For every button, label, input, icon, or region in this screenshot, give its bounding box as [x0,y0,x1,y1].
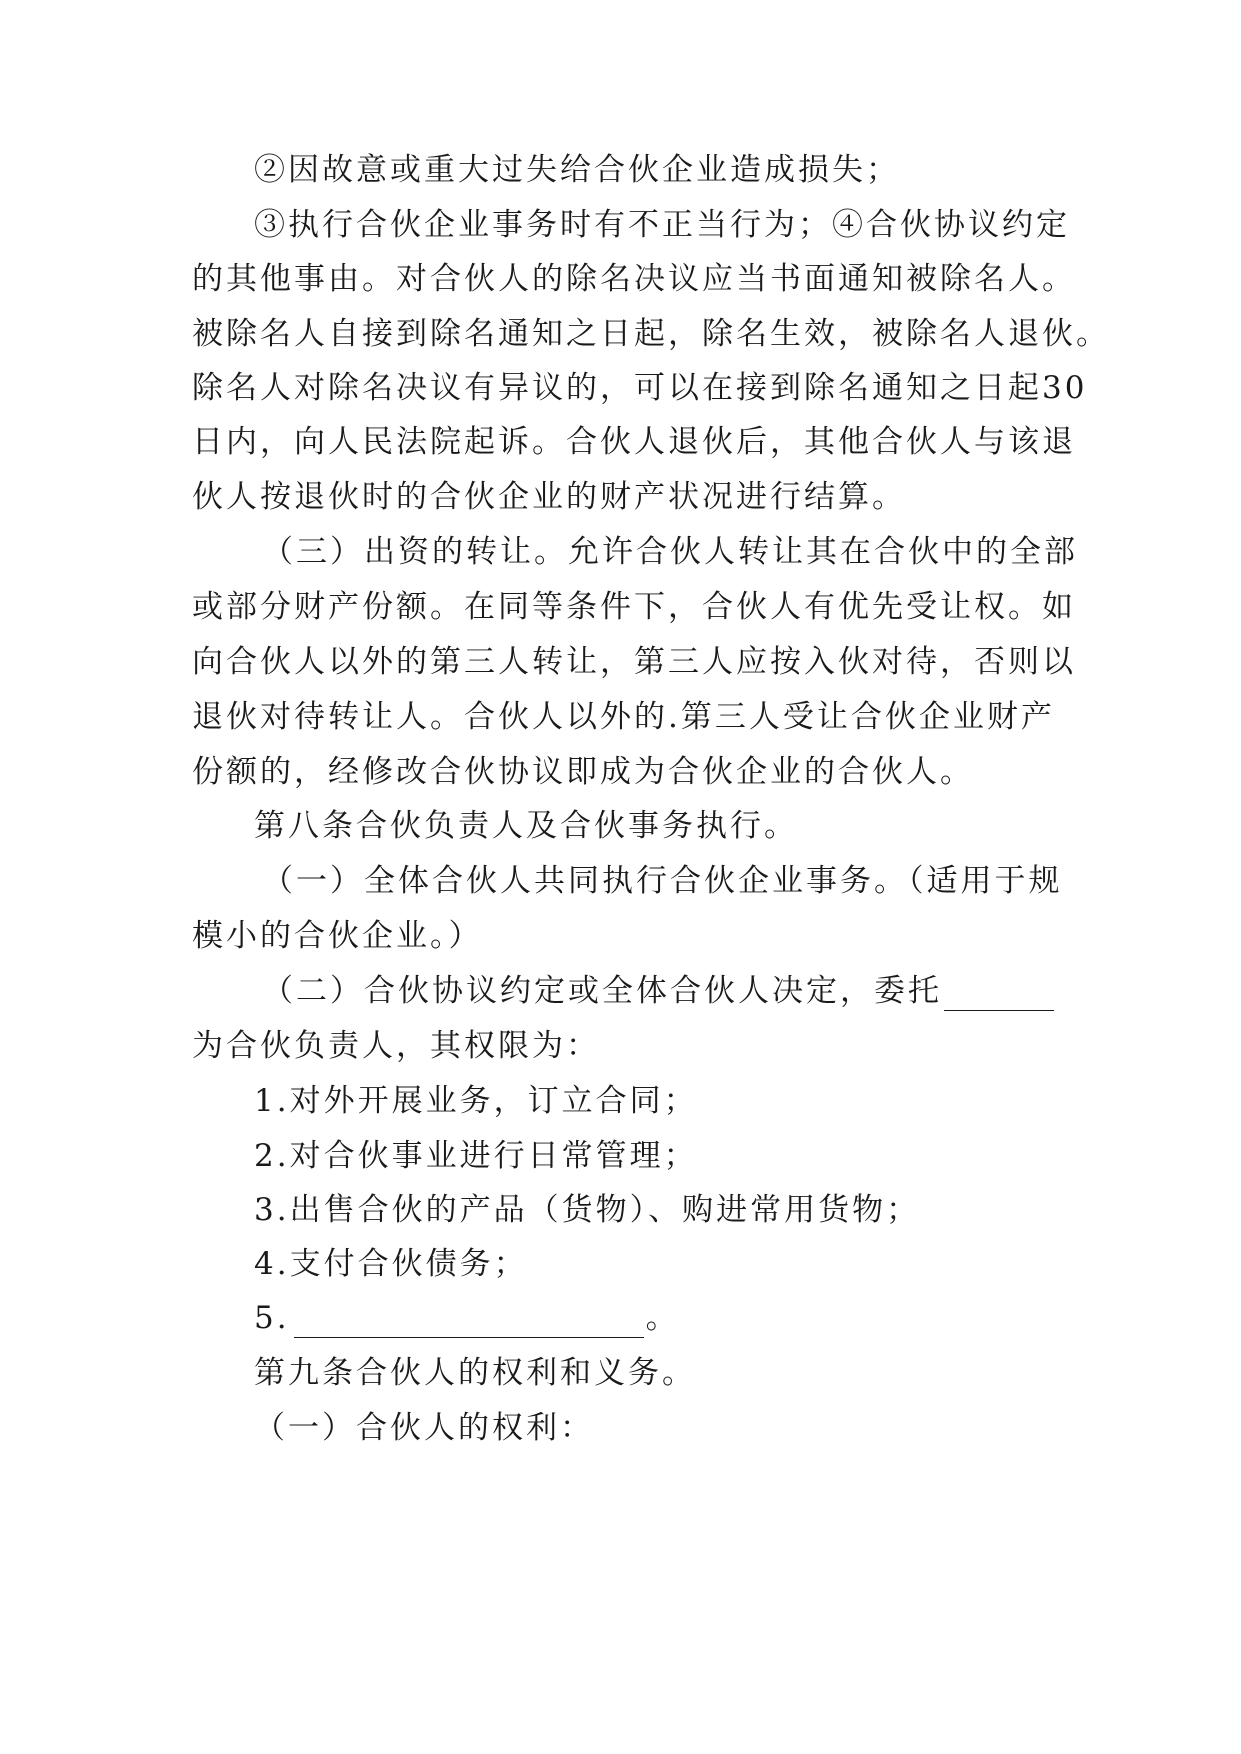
paragraph-line-with-blank [262,971,1054,1011]
paragraph-line: （三）出资的转让。允许合伙人转让其在合伙中的全部 [262,534,1078,570]
paragraph-line: ③执行合伙企业事务时有不正当行为；④合伙协议约定 [254,207,1070,243]
section-heading: 第九条合伙人的权利和义务。 [254,1355,696,1391]
paragraph-line: 除名人对除名决议有异议的，可以在接到除名通知之日起30 [192,370,1088,406]
fill-in-blank [294,1307,644,1338]
paragraph-line: 日内，向人民法院起诉。合伙人退伙后，其他合伙人与该退 [192,424,1076,460]
list-item: 1.对外开展业务，订立合同； [254,1083,698,1119]
list-item: 4.支付合伙债务； [254,1246,528,1282]
paragraph-line: 为合伙负责人，其权限为： [192,1028,600,1064]
paragraph-line: 份额的，经修改合伙协议即成为合伙企业的合伙人。 [192,754,974,790]
fill-in-blank [944,980,1054,1011]
list-item: 3.出售合伙的产品（货物）、购进常用货物； [254,1192,921,1228]
paragraph-text: （二）合伙协议约定或全体合伙人决定，委托 [262,973,942,1009]
paragraph-line: 模小的合伙企业。） [192,918,483,954]
list-item-end: 。 [645,1300,680,1336]
paragraph-line: （一）全体合伙人共同执行合伙企业事务。（适用于规 [262,863,1063,899]
paragraph-line: 向合伙人以外的第三人转让，第三人应按入伙对待，否则以 [192,644,1076,680]
list-item-with-blank [254,1298,680,1338]
paragraph-line: 或部分财产份额。在同等条件下，合伙人有优先受让权。如 [192,589,1076,625]
section-heading: 第八条合伙负责人及合伙事务执行。 [254,808,798,844]
paragraph-line: 的其他事由。对合伙人的除名决议应当书面通知被除名人。 [192,261,1076,297]
paragraph-line: ②因故意或重大过失给合伙企业造成损失； [254,152,900,188]
subsection-heading: （一）合伙人的权利： [254,1410,594,1446]
list-item: 2.对合伙事业进行日常管理； [254,1138,698,1174]
list-item-number: 5. [254,1300,290,1336]
paragraph-line: 被除名人自接到除名通知之日起，除名生效，被除名人退伙。 [192,316,1110,352]
paragraph-line: 退伙对待转让人。合伙人以外的.第三人受让合伙企业财产 [192,699,1055,735]
paragraph-line: 伙人按退伙时的合伙企业的财产状况进行结算。 [192,479,906,515]
